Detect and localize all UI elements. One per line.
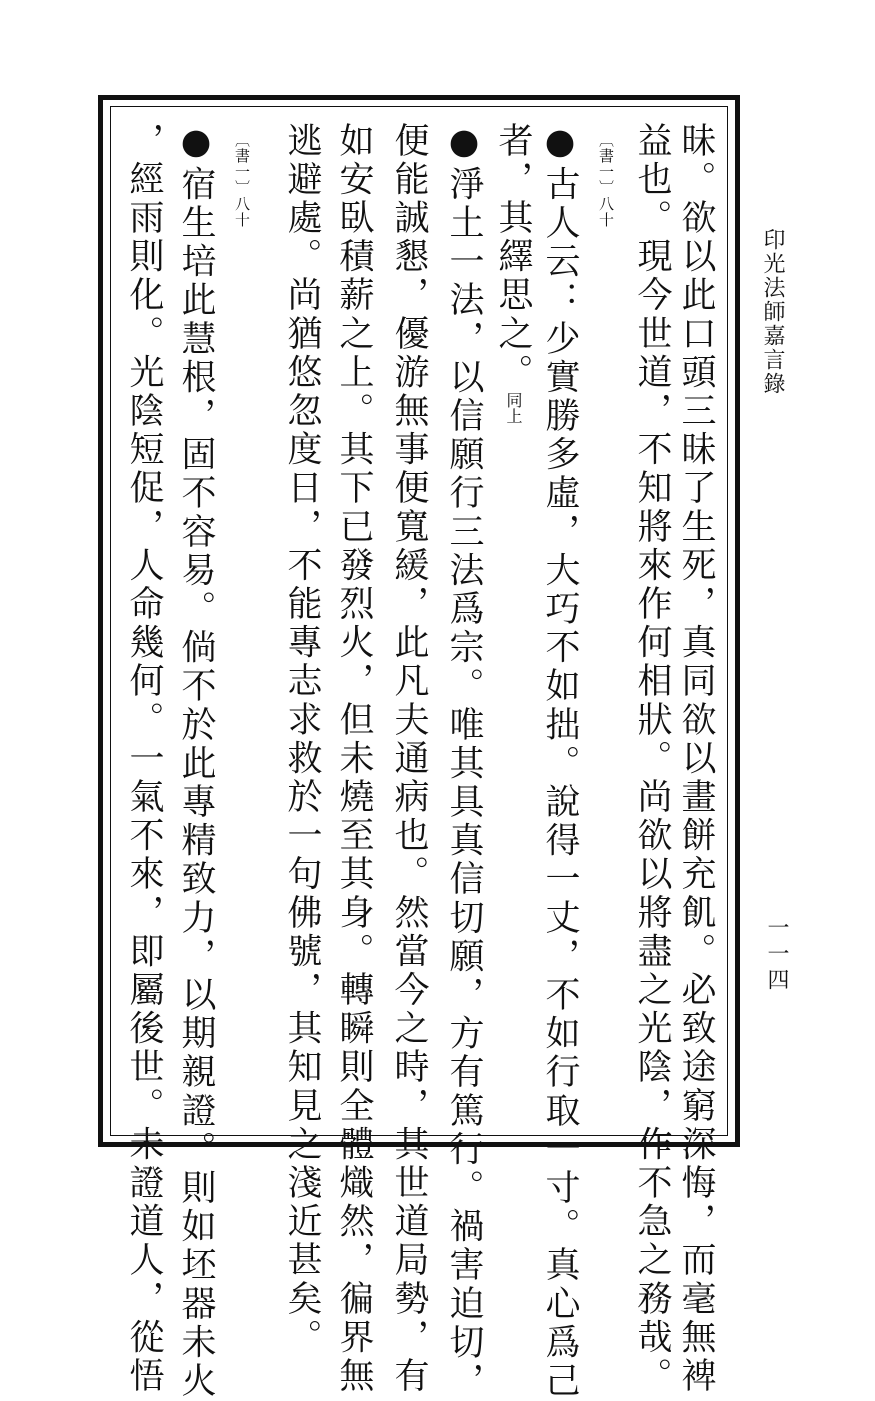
paragraph-text: 淨土一法，以信願行三法爲宗。唯其具真信切願，方有篤行。禍害迫切，: [444, 165, 484, 1401]
source-reference-2: 〔書一〕八十: [233, 132, 251, 228]
paragraph-bullet-icon: [176, 122, 216, 166]
text-column-7: 如安臥積薪之上。其下已發烈火，但未燒至其身。轉瞬則全體熾然，徧界無: [334, 122, 374, 1396]
text-column-8: 逃避處。尚猶悠忽度日，不能專志求救於一句佛號，其知見之淺近甚矣。: [282, 122, 322, 1358]
same-as-above-note: 同上: [504, 392, 523, 425]
text-column-1: 昧。欲以此口頭三昧了生死，真同欲以畫餅充飢。必致途窮深悔，而毫無裨: [676, 122, 716, 1396]
source-reference-1: 〔書一〕八十: [597, 132, 615, 228]
text-column-5: [444, 122, 484, 1401]
text-column-6: 便能誠懇，優游無事便寬緩，此凡夫通病也。然當今之時，其世道局勢，有: [389, 122, 429, 1396]
book-title: 印光法師嘉言錄: [760, 228, 785, 396]
paragraph-text: 者，其繹思之。: [493, 122, 533, 393]
page-number: 一一四: [764, 916, 789, 994]
text-column-10: ，經雨則化。光陰短促，人命幾何。一氣不來，即屬後世。未證道人，從悟: [124, 122, 164, 1396]
paragraph-bullet-icon: [540, 122, 580, 166]
paragraph-text: 古人云：少實勝多虛，大巧不如拙。說得一丈，不如行取一寸。真心爲己: [540, 165, 580, 1401]
text-column-3: [540, 122, 580, 1401]
paragraph-text: 宿生培此慧根，固不容易。倘不於此專精致力，以期親證。則如坯器未火: [176, 165, 216, 1401]
paragraph-bullet-icon: [444, 122, 484, 166]
text-column-9: [176, 122, 216, 1401]
text-column-2: 益也。現今世道，不知將來作何相狀。尚欲以將盡之光陰，作不急之務哉。: [632, 122, 672, 1396]
text-column-4: [493, 122, 533, 424]
